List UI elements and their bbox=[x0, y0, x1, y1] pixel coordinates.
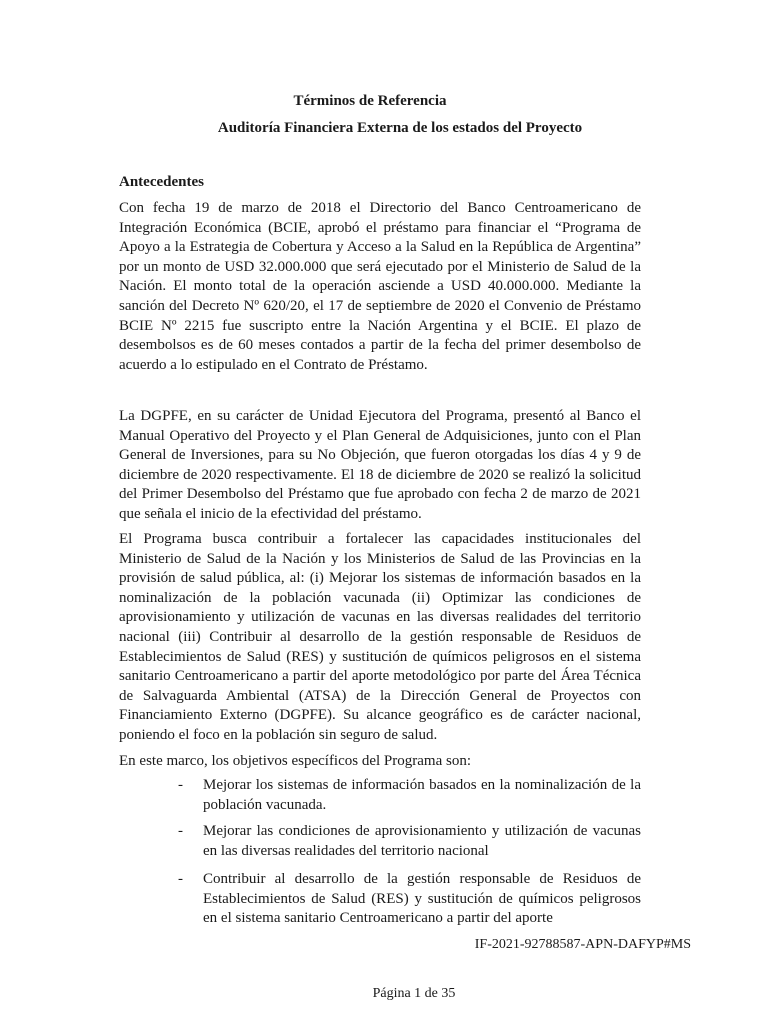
document-title-text: Términos de Referencia bbox=[293, 93, 447, 109]
paragraph-antecedentes-2: La DGPFE, en su carácter de Unidad Ejecutora del Programa, presentó al Banco el Manual Operativo del Proyecto y el Plan General de Adquisiciones, junto con el Plan General de Inversiones, para su No Objeción, que fueron otorgadas los días 4 y 9 de diciembre de 2020 respectivamente. El 18 de diciembre de 2020 se realizó la solicitud del Primer Desembolso del Préstamo que fue aprobado con fecha 2 de marzo de 2021 que señala el inicio de la efectividad del préstamo. bbox=[119, 408, 641, 522]
paragraph-antecedentes-3: El Programa busca contribuir a fortalecer las capacidades institucionales del Ministerio de Salud de la Nación y los Ministerios de Salud de las Provincias en la provisión de salud pública, al: (i) Mejorar los sistemas de información basados en la nominalización de la población vacunada (ii) Optimizar las condiciones de aprovisionamiento y utilización de vacunas en las diversas realidades del territorio nacional (iii) Contribuir al desarrollo de la gestión responsable de Residuos de Establecimientos de Salud (RES) y sustitución de químicos peligrosos en el sistema sanitario Centroamericano a partir del aporte metodológico por parte del Área Técnica de Salvaguarda Ambiental (ATSA) de la Dirección General de Proyectos con Financiamiento Externo (DGPFE). Su alcance geográfico es de carácter nacional, poniendo el foco en la población sin seguro de salud. bbox=[119, 531, 641, 743]
document-subtitle bbox=[0, 120, 770, 137]
paragraph-antecedentes-1: Con fecha 19 de marzo de 2018 el Directorio del Banco Centroamericano de Integración Económica (BCIE, aprobó el préstamo para financiar el “Programa de Apoyo a la Estrategia de Cobertura y Acceso a la Salud en la República de Argentina” por un monto de USD 32.000.000 que será ejecutado por el Ministerio de Salud de la Nación. El monto total de la operación asciende a USD 40.000.000. Mediante la sanción del Decreto Nº 620/20, el 17 de septiembre de 2020 el Convenio de Préstamo BCIE Nº 2215 fue suscripto entre la Nación Argentina y el BCIE. El plazo de desembolsos es de 60 meses contados a partir de la fecha del primer desembolso de acuerdo a lo estipulado en el Contrato de Préstamo. bbox=[119, 200, 641, 373]
bullet-dash: - bbox=[178, 871, 183, 887]
page-number bbox=[0, 986, 770, 1002]
section-heading: Antecedentes bbox=[119, 174, 204, 190]
document-subtitle-text: Auditoría Financiera Externa de los estados del Proyecto bbox=[217, 120, 583, 136]
bullet-dash: - bbox=[178, 823, 183, 839]
document-title bbox=[0, 93, 770, 110]
list-item-text: Mejorar los sistemas de información basados en la nominalización de la población vacunada. bbox=[203, 777, 641, 813]
list-item-text: Mejorar las condiciones de aprovisionamiento y utilización de vacunas en las diversas realidades del territorio nacional bbox=[203, 823, 641, 859]
list-item-text: Contribuir al desarrollo de la gestión responsable de Residuos de Establecimientos de Salud (RES) y sustitución de químicos peligrosos en el sistema sanitario Centroamericano a partir del aporte bbox=[203, 871, 641, 927]
page-number-text: Página 1 de 35 bbox=[372, 986, 456, 1001]
document-id: IF-2021-92788587-APN-DAFYP#MS bbox=[474, 937, 691, 952]
paragraph-objectives-intro: En este marco, los objetivos específicos del Programa son: bbox=[119, 753, 471, 769]
bullet-dash: - bbox=[178, 777, 183, 793]
